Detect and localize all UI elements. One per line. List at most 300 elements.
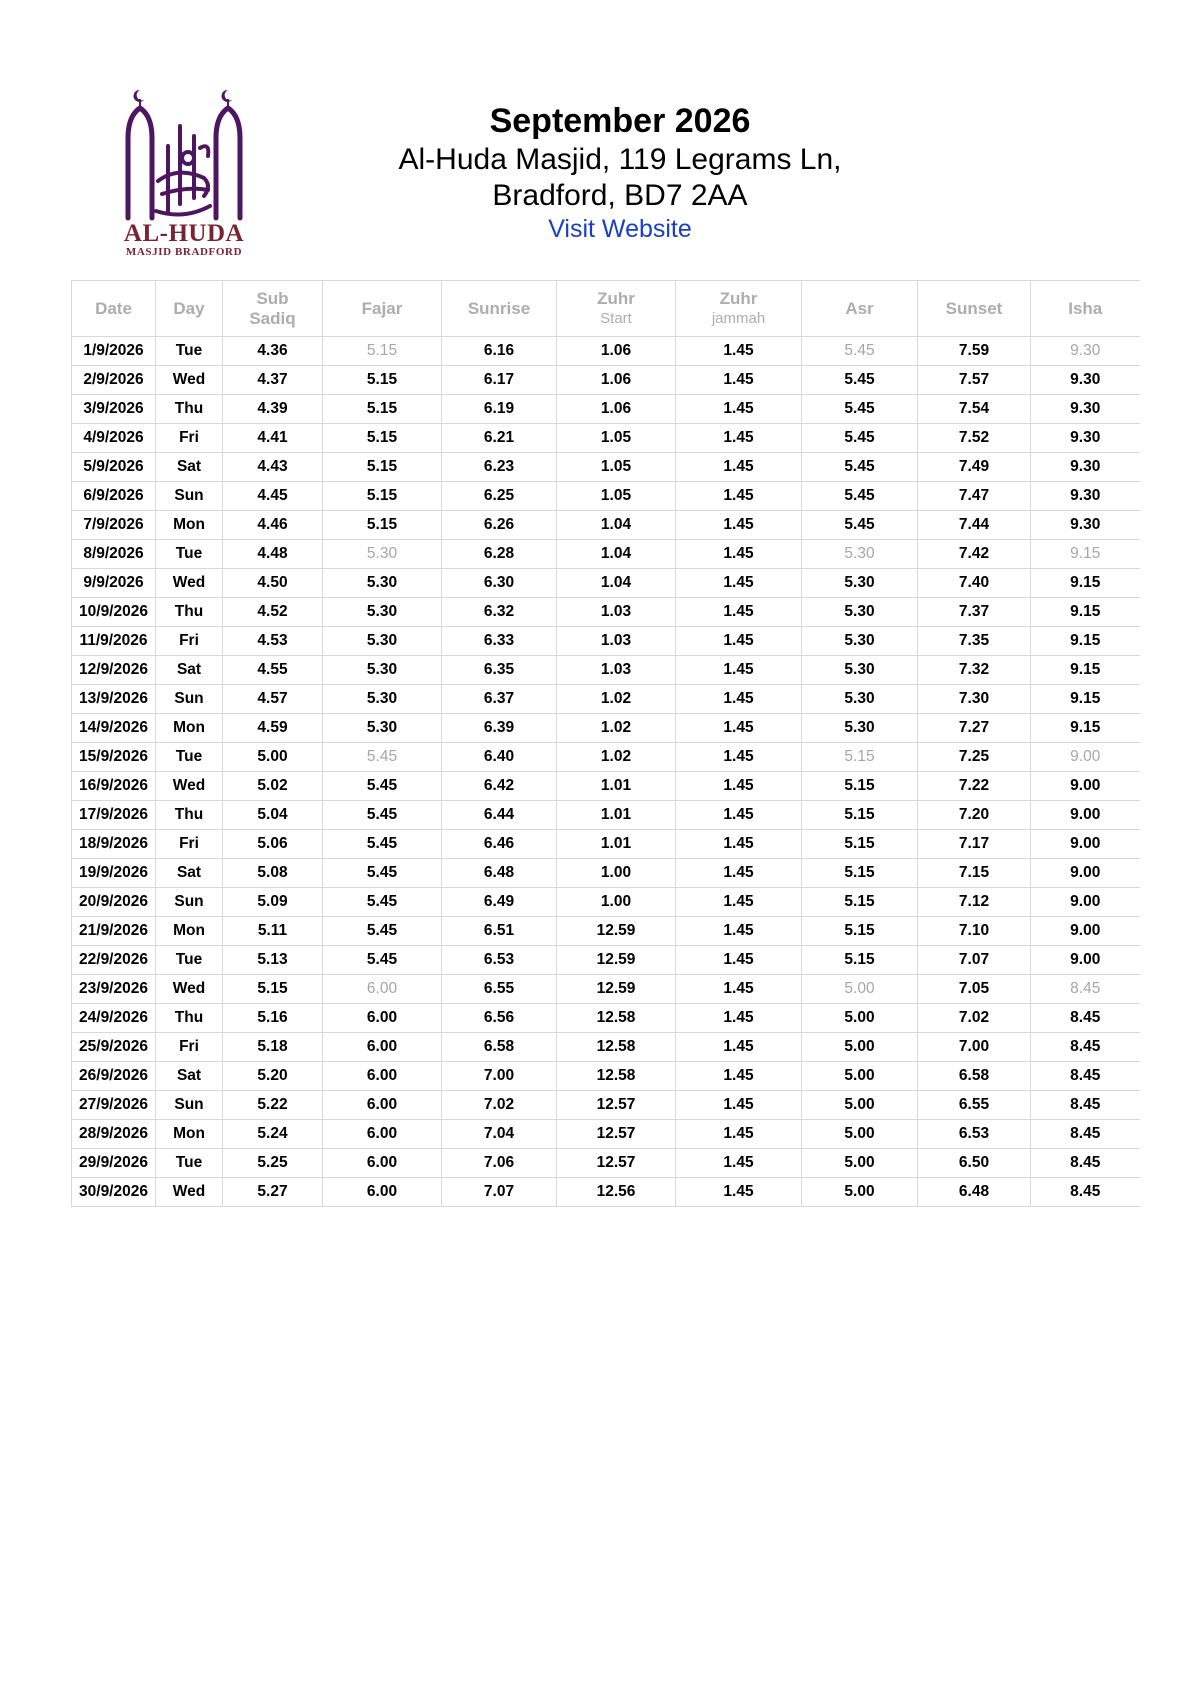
cell-date: 26/9/2026	[72, 1062, 156, 1091]
cell-date: 9/9/2026	[72, 569, 156, 598]
cell-asr: 5.45	[802, 366, 918, 395]
cell-zuhr-start: 1.05	[557, 482, 676, 511]
cell-zuhr-start: 1.01	[557, 772, 676, 801]
cell-isha: 8.45	[1031, 1004, 1140, 1033]
cell-zuhr-jammah: 1.45	[676, 569, 802, 598]
table-row	[72, 975, 1140, 1004]
cell-zuhr-jammah: 1.45	[676, 1178, 802, 1207]
cell-sunset: 7.10	[918, 917, 1031, 946]
cell-zuhr-jammah: 1.45	[676, 975, 802, 1004]
cell-sub-sadiq: 5.06	[223, 830, 323, 859]
cell-sunset: 7.22	[918, 772, 1031, 801]
cell-sunrise: 6.17	[442, 366, 557, 395]
cell-sunset: 7.47	[918, 482, 1031, 511]
cell-day: Sun	[156, 888, 223, 917]
cell-zuhr-jammah: 1.45	[676, 946, 802, 975]
cell-zuhr-start: 1.01	[557, 801, 676, 830]
cell-sub-sadiq: 5.09	[223, 888, 323, 917]
cell-day: Tue	[156, 337, 223, 366]
cell-isha: 9.15	[1031, 598, 1140, 627]
table-row	[72, 830, 1140, 859]
cell-isha: 8.45	[1031, 1033, 1140, 1062]
cell-isha: 8.45	[1031, 1062, 1140, 1091]
cell-sunset: 7.37	[918, 598, 1031, 627]
cell-zuhr-jammah: 1.45	[676, 511, 802, 540]
cell-day: Sat	[156, 859, 223, 888]
cell-date: 6/9/2026	[72, 482, 156, 511]
cell-sub-sadiq: 4.50	[223, 569, 323, 598]
column-header-label: Zuhr	[597, 288, 635, 308]
cell-fajar: 5.15	[323, 395, 442, 424]
cell-day: Mon	[156, 511, 223, 540]
table-row	[72, 598, 1140, 627]
cell-sunrise: 6.32	[442, 598, 557, 627]
column-header-label: Sunrise	[467, 298, 531, 318]
cell-date: 29/9/2026	[72, 1149, 156, 1178]
cell-sunset: 7.35	[918, 627, 1031, 656]
cell-zuhr-jammah: 1.45	[676, 1120, 802, 1149]
cell-sub-sadiq: 5.02	[223, 772, 323, 801]
cell-zuhr-jammah: 1.45	[676, 1149, 802, 1178]
table-row	[72, 714, 1140, 743]
cell-day: Sat	[156, 453, 223, 482]
cell-date: 24/9/2026	[72, 1004, 156, 1033]
cell-asr: 5.00	[802, 975, 918, 1004]
cell-fajar: 5.45	[323, 772, 442, 801]
cell-asr: 5.30	[802, 540, 918, 569]
cell-isha: 9.30	[1031, 511, 1140, 540]
cell-isha: 9.30	[1031, 424, 1140, 453]
cell-day: Fri	[156, 1033, 223, 1062]
cell-sunrise: 6.23	[442, 453, 557, 482]
cell-zuhr-jammah: 1.45	[676, 830, 802, 859]
cell-sub-sadiq: 5.18	[223, 1033, 323, 1062]
cell-sunset: 6.53	[918, 1120, 1031, 1149]
cell-zuhr-start: 1.02	[557, 743, 676, 772]
table-row	[72, 1062, 1140, 1091]
table-row	[72, 801, 1140, 830]
cell-isha: 9.00	[1031, 772, 1140, 801]
cell-sunset: 7.20	[918, 801, 1031, 830]
cell-zuhr-start: 1.04	[557, 569, 676, 598]
cell-sunrise: 6.37	[442, 685, 557, 714]
cell-sub-sadiq: 4.46	[223, 511, 323, 540]
cell-sub-sadiq: 5.24	[223, 1120, 323, 1149]
cell-isha: 9.30	[1031, 453, 1140, 482]
cell-asr: 5.00	[802, 1120, 918, 1149]
cell-sunset: 7.07	[918, 946, 1031, 975]
cell-fajar: 5.30	[323, 627, 442, 656]
cell-sunset: 7.59	[918, 337, 1031, 366]
cell-date: 5/9/2026	[72, 453, 156, 482]
cell-date: 3/9/2026	[72, 395, 156, 424]
cell-zuhr-jammah: 1.45	[676, 395, 802, 424]
cell-isha: 8.45	[1031, 1091, 1140, 1120]
cell-zuhr-jammah: 1.45	[676, 1004, 802, 1033]
cell-sunset: 7.52	[918, 424, 1031, 453]
cell-sunset: 7.25	[918, 743, 1031, 772]
cell-zuhr-start: 1.03	[557, 627, 676, 656]
cell-date: 12/9/2026	[72, 656, 156, 685]
cell-sunrise: 6.39	[442, 714, 557, 743]
cell-fajar: 6.00	[323, 1178, 442, 1207]
cell-sub-sadiq: 4.55	[223, 656, 323, 685]
cell-sunset: 7.30	[918, 685, 1031, 714]
cell-isha: 9.15	[1031, 656, 1140, 685]
cell-sunrise: 7.00	[442, 1062, 557, 1091]
cell-date: 20/9/2026	[72, 888, 156, 917]
cell-zuhr-jammah: 1.45	[676, 366, 802, 395]
cell-zuhr-jammah: 1.45	[676, 1062, 802, 1091]
cell-asr: 5.30	[802, 685, 918, 714]
cell-date: 18/9/2026	[72, 830, 156, 859]
column-header-label: Zuhr	[719, 288, 758, 308]
cell-zuhr-start: 12.58	[557, 1033, 676, 1062]
table-row	[72, 917, 1140, 946]
cell-sunset: 7.05	[918, 975, 1031, 1004]
cell-asr: 5.15	[802, 946, 918, 975]
cell-zuhr-jammah: 1.45	[676, 424, 802, 453]
cell-sunrise: 6.44	[442, 801, 557, 830]
table-row	[72, 1091, 1140, 1120]
cell-zuhr-start: 1.06	[557, 337, 676, 366]
cell-fajar: 5.45	[323, 801, 442, 830]
cell-asr: 5.45	[802, 511, 918, 540]
cell-sub-sadiq: 4.53	[223, 627, 323, 656]
cell-sunset: 7.27	[918, 714, 1031, 743]
cell-isha: 9.15	[1031, 685, 1140, 714]
cell-date: 15/9/2026	[72, 743, 156, 772]
column-header-day	[156, 281, 223, 337]
cell-date: 10/9/2026	[72, 598, 156, 627]
cell-day: Sun	[156, 685, 223, 714]
masjid-logo	[118, 86, 250, 256]
cell-zuhr-jammah: 1.45	[676, 482, 802, 511]
cell-fajar: 5.15	[323, 511, 442, 540]
table-row	[72, 366, 1140, 395]
visit-website-link[interactable]: Visit Website	[548, 215, 692, 243]
column-header-label: Date	[95, 298, 132, 318]
cell-sub-sadiq: 5.16	[223, 1004, 323, 1033]
cell-sunrise: 6.49	[442, 888, 557, 917]
cell-sub-sadiq: 4.39	[223, 395, 323, 424]
cell-day: Wed	[156, 1178, 223, 1207]
cell-zuhr-jammah: 1.45	[676, 859, 802, 888]
cell-day: Wed	[156, 366, 223, 395]
cell-isha: 9.15	[1031, 540, 1140, 569]
column-header-label: Asr	[845, 298, 874, 318]
cell-asr: 5.30	[802, 714, 918, 743]
cell-zuhr-jammah: 1.45	[676, 801, 802, 830]
cell-sunset: 7.40	[918, 569, 1031, 598]
table-row	[72, 424, 1140, 453]
cell-sub-sadiq: 5.20	[223, 1062, 323, 1091]
table-row	[72, 946, 1140, 975]
cell-date: 2/9/2026	[72, 366, 156, 395]
cell-fajar: 5.45	[323, 888, 442, 917]
cell-sunrise: 6.19	[442, 395, 557, 424]
cell-isha: 9.00	[1031, 859, 1140, 888]
table-row	[72, 743, 1140, 772]
column-header-zuhr-start	[557, 281, 676, 337]
cell-sub-sadiq: 4.41	[223, 424, 323, 453]
cell-asr: 5.15	[802, 888, 918, 917]
cell-day: Sun	[156, 482, 223, 511]
table-row	[72, 859, 1140, 888]
cell-asr: 5.00	[802, 1004, 918, 1033]
cell-isha: 8.45	[1031, 1120, 1140, 1149]
cell-zuhr-jammah: 1.45	[676, 743, 802, 772]
cell-day: Tue	[156, 946, 223, 975]
cell-zuhr-start: 1.01	[557, 830, 676, 859]
cell-sub-sadiq: 4.43	[223, 453, 323, 482]
cell-date: 28/9/2026	[72, 1120, 156, 1149]
mosque-logo-icon	[118, 86, 250, 226]
column-header-label: Sunset	[945, 298, 1003, 318]
cell-zuhr-start: 1.00	[557, 888, 676, 917]
cell-sub-sadiq: 5.13	[223, 946, 323, 975]
cell-day: Wed	[156, 975, 223, 1004]
table-row	[72, 627, 1140, 656]
cell-day: Thu	[156, 801, 223, 830]
cell-isha: 9.30	[1031, 337, 1140, 366]
cell-zuhr-jammah: 1.45	[676, 453, 802, 482]
cell-isha: 9.00	[1031, 917, 1140, 946]
cell-fajar: 5.30	[323, 598, 442, 627]
cell-zuhr-start: 1.04	[557, 511, 676, 540]
cell-sunrise: 6.48	[442, 859, 557, 888]
cell-fajar: 5.15	[323, 482, 442, 511]
cell-sunset: 7.49	[918, 453, 1031, 482]
cell-date: 21/9/2026	[72, 917, 156, 946]
cell-sunset: 7.42	[918, 540, 1031, 569]
cell-asr: 5.15	[802, 743, 918, 772]
cell-date: 4/9/2026	[72, 424, 156, 453]
cell-isha: 9.15	[1031, 569, 1140, 598]
cell-fajar: 6.00	[323, 1149, 442, 1178]
cell-sunrise: 6.55	[442, 975, 557, 1004]
cell-sunset: 7.54	[918, 395, 1031, 424]
cell-zuhr-start: 1.06	[557, 366, 676, 395]
cell-day: Mon	[156, 917, 223, 946]
cell-sunrise: 7.06	[442, 1149, 557, 1178]
cell-sub-sadiq: 4.52	[223, 598, 323, 627]
cell-sunset: 7.02	[918, 1004, 1031, 1033]
cell-sub-sadiq: 5.00	[223, 743, 323, 772]
column-header-zuhr-jammah	[676, 281, 802, 337]
cell-fajar: 5.15	[323, 424, 442, 453]
cell-sunrise: 6.35	[442, 656, 557, 685]
cell-sunrise: 6.33	[442, 627, 557, 656]
cell-asr: 5.30	[802, 598, 918, 627]
address-line-1: Al-Huda Masjid, 119 Legrams Ln,	[398, 143, 842, 176]
cell-zuhr-jammah: 1.45	[676, 656, 802, 685]
cell-day: Mon	[156, 1120, 223, 1149]
cell-sunset: 7.00	[918, 1033, 1031, 1062]
cell-zuhr-jammah: 1.45	[676, 337, 802, 366]
cell-isha: 9.15	[1031, 714, 1140, 743]
cell-sunrise: 6.21	[442, 424, 557, 453]
column-header-asr	[802, 281, 918, 337]
cell-day: Sun	[156, 1091, 223, 1120]
cell-sub-sadiq: 4.48	[223, 540, 323, 569]
cell-zuhr-start: 1.03	[557, 656, 676, 685]
column-header-sunset	[918, 281, 1031, 337]
cell-asr: 5.30	[802, 656, 918, 685]
column-header-sublabel: jammah	[711, 309, 766, 327]
cell-sunrise: 6.28	[442, 540, 557, 569]
cell-asr: 5.15	[802, 772, 918, 801]
cell-sub-sadiq: 4.57	[223, 685, 323, 714]
cell-zuhr-start: 12.58	[557, 1004, 676, 1033]
cell-asr: 5.45	[802, 424, 918, 453]
cell-day: Fri	[156, 627, 223, 656]
column-header-fajar	[323, 281, 442, 337]
logo-subtitle: MASJID BRADFORD	[125, 246, 243, 258]
cell-sunrise: 6.25	[442, 482, 557, 511]
cell-zuhr-jammah: 1.45	[676, 627, 802, 656]
cell-asr: 5.45	[802, 337, 918, 366]
table-row	[72, 1004, 1140, 1033]
column-header-label: Fajar	[361, 298, 403, 318]
cell-isha: 9.30	[1031, 482, 1140, 511]
table-row	[72, 569, 1140, 598]
cell-day: Fri	[156, 424, 223, 453]
cell-isha: 9.00	[1031, 888, 1140, 917]
cell-day: Wed	[156, 569, 223, 598]
cell-fajar: 6.00	[323, 1120, 442, 1149]
cell-asr: 5.45	[802, 482, 918, 511]
cell-sunrise: 6.56	[442, 1004, 557, 1033]
cell-sunrise: 6.26	[442, 511, 557, 540]
cell-fajar: 5.45	[323, 743, 442, 772]
cell-zuhr-jammah: 1.45	[676, 540, 802, 569]
cell-zuhr-start: 1.02	[557, 714, 676, 743]
cell-fajar: 5.15	[323, 366, 442, 395]
cell-asr: 5.00	[802, 1091, 918, 1120]
cell-zuhr-jammah: 1.45	[676, 772, 802, 801]
column-header-isha	[1031, 281, 1140, 337]
table-row	[72, 337, 1140, 366]
cell-isha: 9.00	[1031, 830, 1140, 859]
cell-isha: 9.00	[1031, 743, 1140, 772]
cell-sub-sadiq: 5.15	[223, 975, 323, 1004]
cell-isha: 8.45	[1031, 1178, 1140, 1207]
cell-sunrise: 7.04	[442, 1120, 557, 1149]
cell-date: 13/9/2026	[72, 685, 156, 714]
cell-sunrise: 6.30	[442, 569, 557, 598]
cell-fajar: 5.45	[323, 917, 442, 946]
cell-date: 11/9/2026	[72, 627, 156, 656]
cell-zuhr-jammah: 1.45	[676, 685, 802, 714]
cell-sub-sadiq: 4.45	[223, 482, 323, 511]
table-row	[72, 453, 1140, 482]
cell-asr: 5.45	[802, 453, 918, 482]
cell-day: Thu	[156, 1004, 223, 1033]
column-header-sub-sadiq	[223, 281, 323, 337]
cell-day: Fri	[156, 830, 223, 859]
cell-sunrise: 6.58	[442, 1033, 557, 1062]
cell-day: Sat	[156, 1062, 223, 1091]
cell-zuhr-start: 12.58	[557, 1062, 676, 1091]
cell-fajar: 5.30	[323, 569, 442, 598]
cell-asr: 5.15	[802, 859, 918, 888]
table-row	[72, 772, 1140, 801]
cell-fajar: 5.15	[323, 337, 442, 366]
table-row	[72, 1120, 1140, 1149]
cell-zuhr-start: 12.57	[557, 1149, 676, 1178]
cell-date: 23/9/2026	[72, 975, 156, 1004]
cell-zuhr-start: 12.57	[557, 1120, 676, 1149]
cell-sub-sadiq: 5.11	[223, 917, 323, 946]
cell-zuhr-start: 1.05	[557, 424, 676, 453]
cell-sub-sadiq: 5.25	[223, 1149, 323, 1178]
cell-fajar: 5.45	[323, 859, 442, 888]
table-row	[72, 482, 1140, 511]
cell-date: 25/9/2026	[72, 1033, 156, 1062]
cell-fajar: 5.45	[323, 830, 442, 859]
cell-fajar: 6.00	[323, 1004, 442, 1033]
cell-date: 14/9/2026	[72, 714, 156, 743]
cell-isha: 9.00	[1031, 801, 1140, 830]
cell-fajar: 6.00	[323, 975, 442, 1004]
table-body	[72, 337, 1140, 1207]
cell-date: 17/9/2026	[72, 801, 156, 830]
cell-fajar: 6.00	[323, 1033, 442, 1062]
column-header-sublabel: Sadiq	[249, 308, 296, 328]
cell-zuhr-start: 12.59	[557, 975, 676, 1004]
cell-day: Thu	[156, 395, 223, 424]
column-header-label: Isha	[1068, 298, 1103, 318]
cell-asr: 5.00	[802, 1062, 918, 1091]
cell-fajar: 5.30	[323, 714, 442, 743]
cell-date: 7/9/2026	[72, 511, 156, 540]
cell-date: 22/9/2026	[72, 946, 156, 975]
cell-sunset: 6.58	[918, 1062, 1031, 1091]
table-row	[72, 1178, 1140, 1207]
cell-asr: 5.00	[802, 1033, 918, 1062]
cell-zuhr-start: 1.02	[557, 685, 676, 714]
cell-asr: 5.30	[802, 627, 918, 656]
cell-sunset: 7.12	[918, 888, 1031, 917]
cell-asr: 5.00	[802, 1178, 918, 1207]
cell-sunrise: 6.46	[442, 830, 557, 859]
cell-asr: 5.00	[802, 1149, 918, 1178]
cell-asr: 5.15	[802, 830, 918, 859]
cell-sunset: 6.50	[918, 1149, 1031, 1178]
cell-sub-sadiq: 5.08	[223, 859, 323, 888]
cell-day: Tue	[156, 1149, 223, 1178]
cell-sunrise: 6.40	[442, 743, 557, 772]
table-row	[72, 511, 1140, 540]
cell-date: 27/9/2026	[72, 1091, 156, 1120]
cell-sunrise: 6.51	[442, 917, 557, 946]
column-header-sublabel: Start	[600, 309, 632, 327]
cell-isha: 9.15	[1031, 627, 1140, 656]
cell-fajar: 5.30	[323, 540, 442, 569]
cell-zuhr-start: 1.03	[557, 598, 676, 627]
table-row	[72, 1033, 1140, 1062]
cell-day: Mon	[156, 714, 223, 743]
cell-isha: 8.45	[1031, 1149, 1140, 1178]
cell-day: Thu	[156, 598, 223, 627]
cell-zuhr-start: 1.06	[557, 395, 676, 424]
cell-date: 8/9/2026	[72, 540, 156, 569]
column-header-sunrise	[442, 281, 557, 337]
cell-sunrise: 7.07	[442, 1178, 557, 1207]
cell-day: Sat	[156, 656, 223, 685]
cell-fajar: 5.30	[323, 685, 442, 714]
